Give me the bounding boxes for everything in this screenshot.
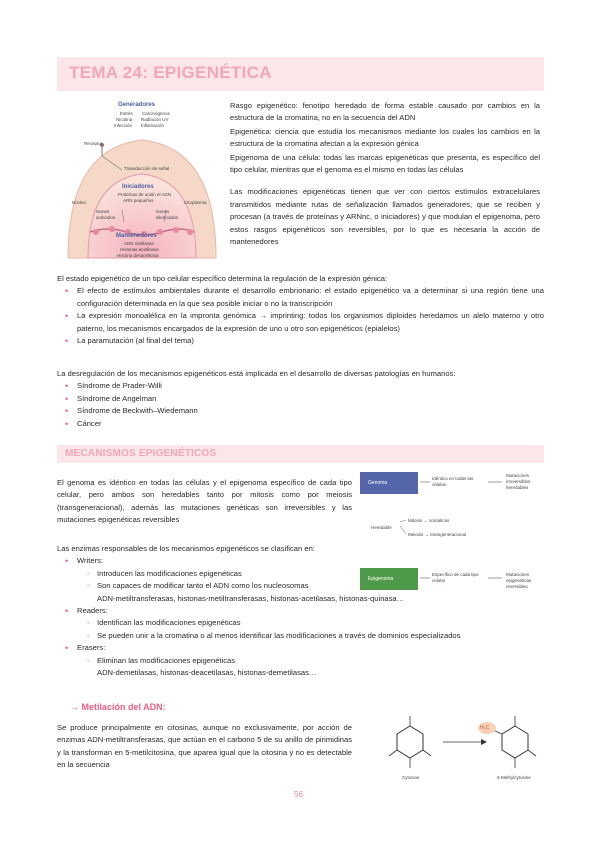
erasers-item: ADN-demetilasas, histonas-deacetilasas, histonas-demetilasas… <box>97 668 317 678</box>
section-title: MECANISMOS EPIGENÉTICOS <box>65 448 217 459</box>
methyl-group-label: H₃C <box>480 725 490 731</box>
state-block <box>57 273 544 347</box>
maintainers-item-1: ADN metilasas <box>124 241 154 246</box>
generators-left-3: Infección <box>114 123 133 128</box>
mech-paragraph: El genoma es idéntico en todas las células y el epigenoma específico de cada tipo celular, pero ambos son heredables tanto por mitosis como por meiosis (transgeneracional), además las mutaciones genéticas son irreversibles y las mutaciones epigenéticas reversibles <box>57 478 352 525</box>
state-bullet: • El efecto de estímulos ambientales durante el desarrollo embrionario: el estado epigenético va a determinar si una región tiene una configuración determinada en la que sea posible iniciar o no la transcripción <box>57 285 544 310</box>
readers-item: ◦ Identifican las modificaciones epigenéticas <box>57 617 544 629</box>
genome-box: Genoma <box>360 472 418 494</box>
page-title: TEMA 24: EPIGENÉTICA <box>69 63 272 82</box>
mitosis-label: Mitosis → somáticas <box>408 518 450 523</box>
initiators-sub-1: Proteínas de unión el ADN <box>118 192 172 197</box>
nucleus-label: Núcleo <box>72 200 87 205</box>
genes-silenced-label: Genes silenciados <box>156 209 179 220</box>
erasers-item: ◦ Eliminan las modificaciones epigenéticas <box>57 655 544 667</box>
enzyme-writers: • Writers: <box>57 555 544 567</box>
meiosis-label: Meiosis → transgeneracional <box>408 532 467 537</box>
disease-bullet: • Cáncer <box>57 418 544 430</box>
intro-block <box>230 100 540 249</box>
methylation-paragraph: Se produce principalmente en citosinas, aunque no exclusivamente, por acción de enzimas ADN-metiltransferasas, que actúan en el carbono 5 de su anillo de pirimidinas y la transforman en 5-metilcitosina, que aparea igual que la citosina y no es detectable en la secuencia <box>57 723 352 770</box>
generators-left-2: Nicotina <box>116 117 133 122</box>
generators-right-3: Inflamación <box>141 123 165 128</box>
disease-bullet: • Síndrome de Angelman <box>57 393 544 405</box>
readers-item: ◦ Se pueden unir a la cromatina o al menos identificar las modificaciones a través de dominios especializados <box>57 630 544 642</box>
transduction-label: Transducción de señal <box>124 166 170 171</box>
generators-title: Generadores <box>118 102 156 108</box>
genome-result: Mutaciones irreversibles heredables <box>506 473 531 490</box>
disease-bullet: • Síndrome de Prader-Willi <box>57 380 544 392</box>
epigenome-result: Mutaciones epigenéticas reversibles <box>506 572 532 589</box>
intro-epigenetic-trait: Rasgo epigenético: fenotipo heredado de forma estable causado por cambios en la estructura de la cromatina, no en la secuencia del ADN <box>230 101 540 123</box>
cytoplasm-label: Citoplasma <box>184 200 207 205</box>
generators-left-1: Estrés <box>120 111 133 116</box>
state-bullet: • La paramutación (al final del tema) <box>57 335 544 347</box>
state-bullet: • La expresión monoalélica en la impronta genómica → imprinting: todos los organismos diploides heredamos un alelo materno y otro paterno, los mecanismos encargados de la expresión de uno u otro son epigenéticos (epialelos) <box>57 310 544 335</box>
state-paragraph: El estado epigenético de un tipo celular específico determina la regulación de la expresión génica: <box>57 274 388 283</box>
epigenome-box: Epigenoma <box>360 568 418 590</box>
enzyme-erasers: • Erasers: <box>57 642 544 654</box>
maintainers-item-3: Histona desacetilasa <box>117 253 159 258</box>
disease-bullet: • Síndrome de Beckwith–Wiedemann <box>57 405 544 417</box>
intro-epigenetics: Epigenética: ciencia que estudia los mecanismos mediante los cuales los cambios en la estructura de la cromatina afectan a la expresión génica <box>230 126 540 149</box>
generators-right-2: Radiación UV <box>141 117 169 122</box>
epigenome-desc: Específico de cada tipo celular <box>432 572 479 583</box>
intro-modifications: Las modificaciones epigenéticas tienen que ver con ciertos estímulos extracelulares transmitidos mediante rutas de señalización llamados generadores, que se reciben y procesan (a través de proteínas y ARNnc, o iniciadores) y que modulan el epigenoma, pero estos rasgos epigenéticos son reversibles, por lo que es necesaria la acción de mantenedores <box>230 187 540 247</box>
genome-desc: Idéntico en todas las células <box>432 476 474 487</box>
receptor-label: Receptor <box>84 141 103 146</box>
section-bar <box>57 445 544 463</box>
methylcytosine-label: 5-Methylcytosine <box>497 775 531 780</box>
title-bar <box>57 57 544 91</box>
page-number: 56 <box>294 790 303 799</box>
heredable-label: Heredable <box>371 525 392 530</box>
writers-item: ◦ Son capaces de modificar tanto el ADN como los nucleosomas <box>57 580 544 592</box>
enzyme-readers: • Readers: <box>57 605 544 617</box>
enzymes-paragraph: Las enzimas responsables de los mecanismos epigenéticos se clasifican en: <box>57 544 315 553</box>
cytosine-methylation-diagram <box>385 708 545 783</box>
disease-paragraph: La desregulación de los mecanismos epigenéticos está implicada en el desarrollo de diversas patologías en humanos: <box>57 369 456 378</box>
generators-right-1: Carcinógenos <box>142 111 170 116</box>
initiators-sub-2: ARN pequeños <box>123 198 154 203</box>
writers-item: ADN-metiltransferasas, histonas-metiltransferasas, histonas-acetilasas, histonas-quinasa… <box>97 593 405 603</box>
maintainers-item-2: Histonas acetilasas <box>120 247 159 252</box>
cytosine-label: Cytosine <box>402 775 420 780</box>
writers-item: ◦ Introducen las modificaciones epigenéticas <box>57 568 544 580</box>
methylation-heading: → Metilación del ADN: <box>70 702 166 712</box>
intro-epigenome: Epigenoma de una célula: todas las marcas epigenéticas que presenta, es específico del tipo celular, mientras que el genoma es el mismo en todas las células <box>230 152 540 175</box>
initiators-title: Iniciadores <box>122 184 154 190</box>
disease-block <box>57 368 544 430</box>
maintainers-title: Mantenedores <box>116 233 157 239</box>
genes-active-label: Genes activados <box>96 209 116 220</box>
enzymes-block <box>57 543 544 679</box>
